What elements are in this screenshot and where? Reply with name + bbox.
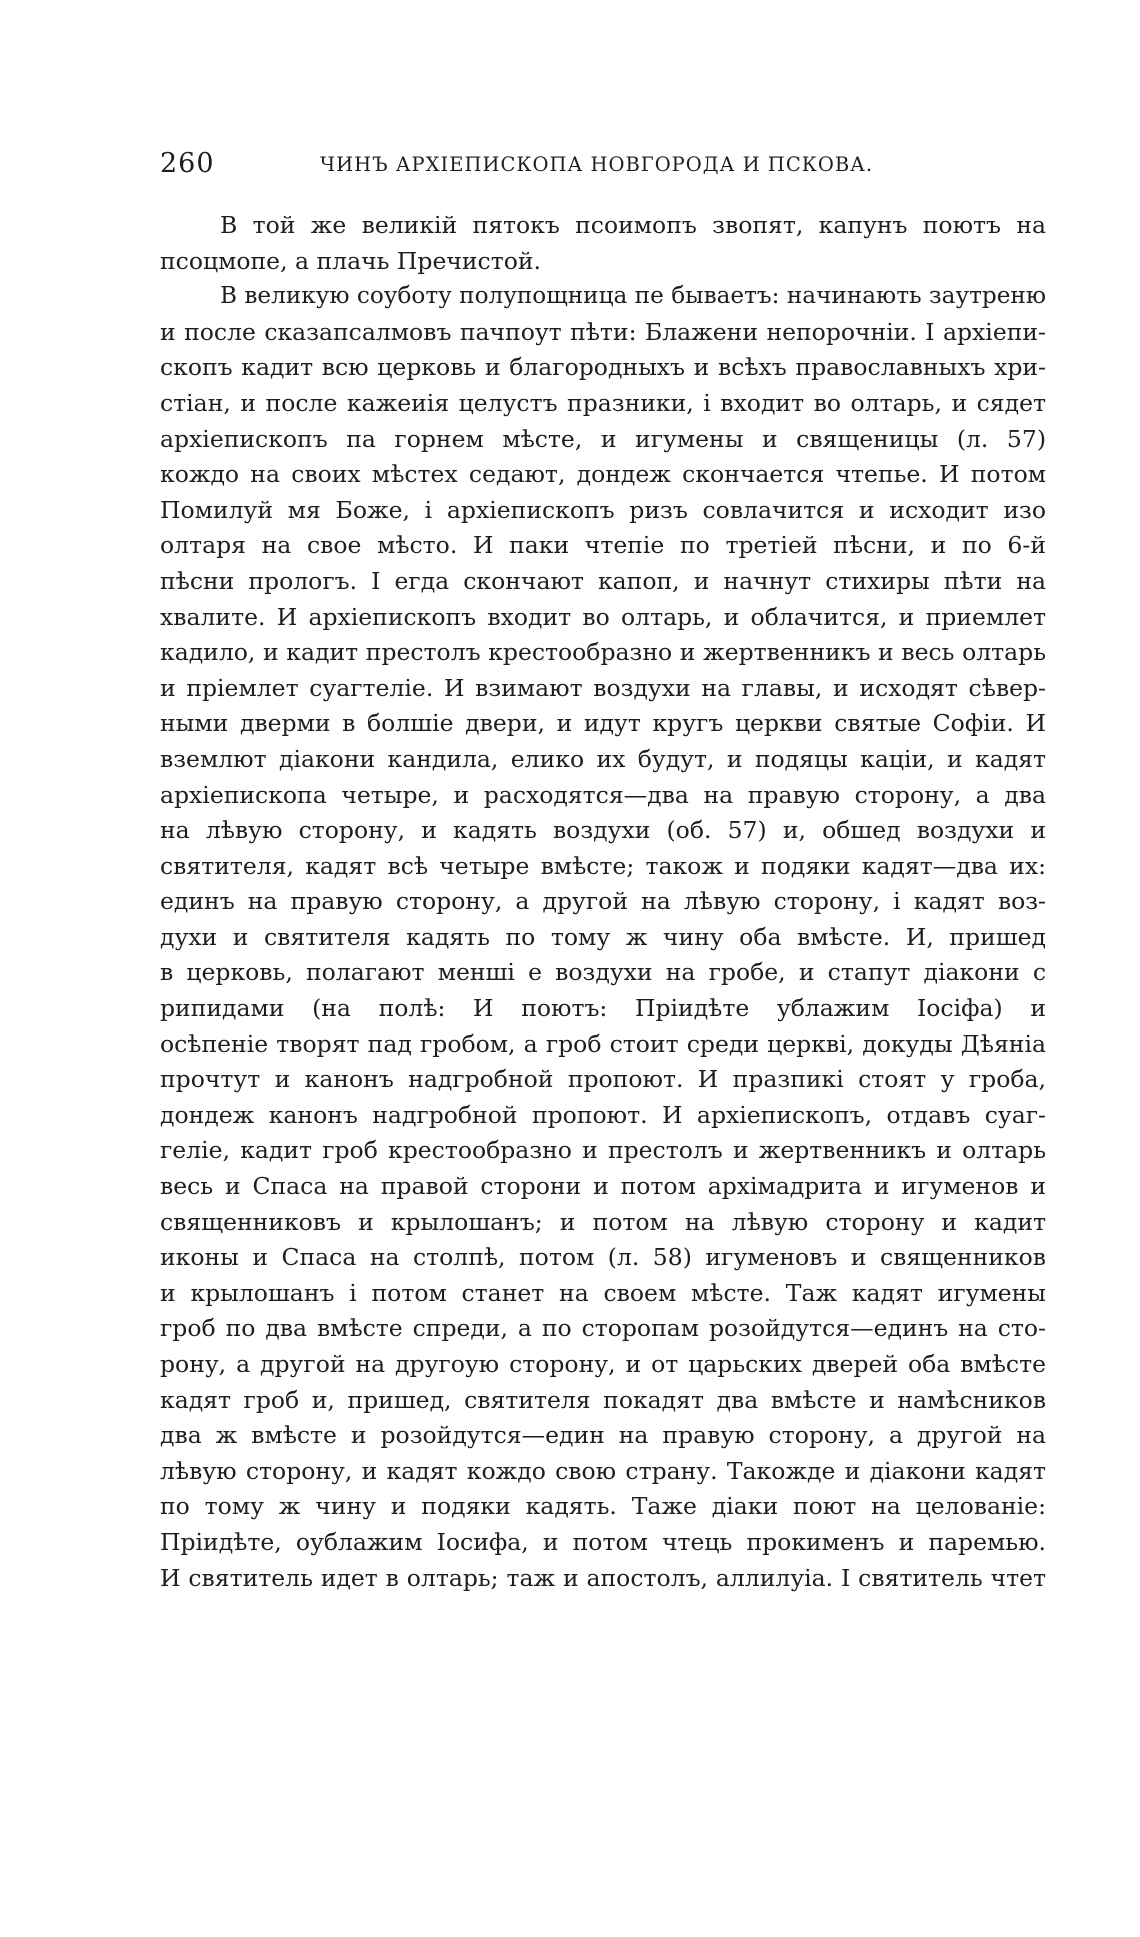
text-line: дондеж канонъ надгробной пропоют. И архіепископъ, отдавъ суаг- xyxy=(160,1100,1046,1129)
text-line: В великую соуботу полупощница пе бываетъ: начинають заутреню xyxy=(220,283,1046,310)
text-line: гроб по два вмѣсте спреди, а по сторопам розойдутся—единъ на сто- xyxy=(160,1314,1046,1343)
text-line: рону, а другой на другоую сторону, и от царьских дверей оба вмѣсте xyxy=(160,1350,1046,1378)
text-line: вземлют діакони кандила, елико их будут, и подяцы каціи, и кадят xyxy=(160,744,1046,773)
text-line: И святитель идет в олтарь; таж и апостолъ, аллилуіа. І святитель чтет xyxy=(160,1563,1046,1592)
text-line: лѣвую сторону, и кадят кождо свою страну. Такожде и діакони кадят xyxy=(160,1456,1046,1485)
page-number: 260 xyxy=(160,148,215,179)
text-line: В той же великій пятокъ псоимопъ звопят, капунъ поютъ на xyxy=(220,211,1046,239)
text-line: кадило, и кадит престолъ крестообразно и жертвенникъ и весь олтарь xyxy=(160,638,1046,667)
text-line: кадят гроб и, пришед, святителя покадят два вмѣсте и намѣсников xyxy=(160,1385,1046,1414)
text-line: святителя, кадят всѣ четыре вмѣсте; також и подяки кадят—два их: xyxy=(160,851,1046,880)
text-line: рипидами (на полѣ: И поютъ: Пріидѣте ублажим Іосіфа) и xyxy=(160,994,1046,1023)
text-line: архіепископа четыре, и расходятся—два на правую сторону, а два xyxy=(160,780,1046,809)
text-line: хвалите. И архіепископъ входит во олтарь, и облачится, и приемлет xyxy=(160,602,1046,631)
text-line: весь и Спаса на правой сторони и потом архімадрита и игуменов и xyxy=(160,1172,1046,1201)
text-line: прочтут и канонъ надгробной пропоют. И празпикі стоят у гроба, xyxy=(160,1065,1046,1094)
text-line: и крылошанъ і потом станет на своем мѣсте. Таж кадят игумены xyxy=(160,1278,1046,1307)
text-line: геліе, кадит гроб крестообразно и престолъ и жертвенникъ и олтарь xyxy=(160,1136,1046,1165)
text-line: иконы и Спаса на столпѣ, потом (л. 58) игуменовъ и священников xyxy=(160,1243,1046,1272)
text-line: на лѣвую сторону, и кадять воздухи (об. 57) и, обшед воздухи и xyxy=(160,816,1046,845)
text-line: архіепископъ па горнем мѣсте, и игумены и священицы (л. 57) xyxy=(160,424,1046,453)
text-line: Помилуй мя Боже, і архіепископъ ризъ совлачится и исходит изо xyxy=(160,495,1046,524)
text-line: стіан, и после кажеиія целустъ празники, і входит во олтарь, и сядет xyxy=(160,388,1046,417)
text-line: по тому ж чину и подяки кадять. Таже діаки поют на целованіе: xyxy=(160,1492,1046,1521)
text-line: и пріемлет суагтеліе. И взимают воздухи на главы, и исходят сѣвер- xyxy=(160,673,1046,702)
text-line: единъ на правую сторону, а другой на лѣвую сторону, і кадят воз- xyxy=(160,887,1046,916)
text-line: ными дверми в болшіе двери, и идут кругъ церкви святые Софіи. И xyxy=(160,709,1046,738)
text-line: пѣсни прологъ. І егда скончают капоп, и начнут стихиры пѣти на xyxy=(160,566,1046,595)
text-line: олтаря на свое мѣсто. И паки чтепіе по третіей пѣсни, и по 6-й xyxy=(160,531,1046,560)
running-head xyxy=(160,148,1046,188)
text-line: кождо на своих мѣстех седают, дондеж скончается чтепье. И потом xyxy=(160,460,1046,489)
text-line: священниковъ и крылошанъ; и потом на лѣвую сторону и кадит xyxy=(160,1207,1046,1236)
running-title: ЧИНЪ АРХІЕПИСКОПА НОВГОРОДА И ПСКОВА. xyxy=(320,153,874,176)
text-line: скопъ кадит всю церковь и благородныхъ и всѣхъ православныхъ хри- xyxy=(160,353,1046,382)
text-line: два ж вмѣсте и розойдутся—един на правую сторону, а другой на xyxy=(160,1421,1046,1450)
text-line: осѣпеніе творят пад гробом, а гроб стоит среди церкві, докуды Дѣяніа xyxy=(160,1029,1046,1058)
text-line: псоцмопе, а плачь Пречистой. xyxy=(160,246,541,275)
text-line: в церковь, полагают менші е воздухи на гробе, и стапут діакони с xyxy=(160,958,1046,987)
text-line: и после сказапсалмовъ пачпоут пѣти: Блажени непорочніи. І архіепи- xyxy=(160,317,1046,346)
text-line: Пріидѣте, оублажим Іосифа, и потом чтець прокименъ и паремью. xyxy=(160,1527,1046,1556)
body-text xyxy=(160,208,1046,1596)
text-line: духи и святителя кадять по тому ж чину оба вмѣсте. И, пришед xyxy=(160,922,1046,951)
